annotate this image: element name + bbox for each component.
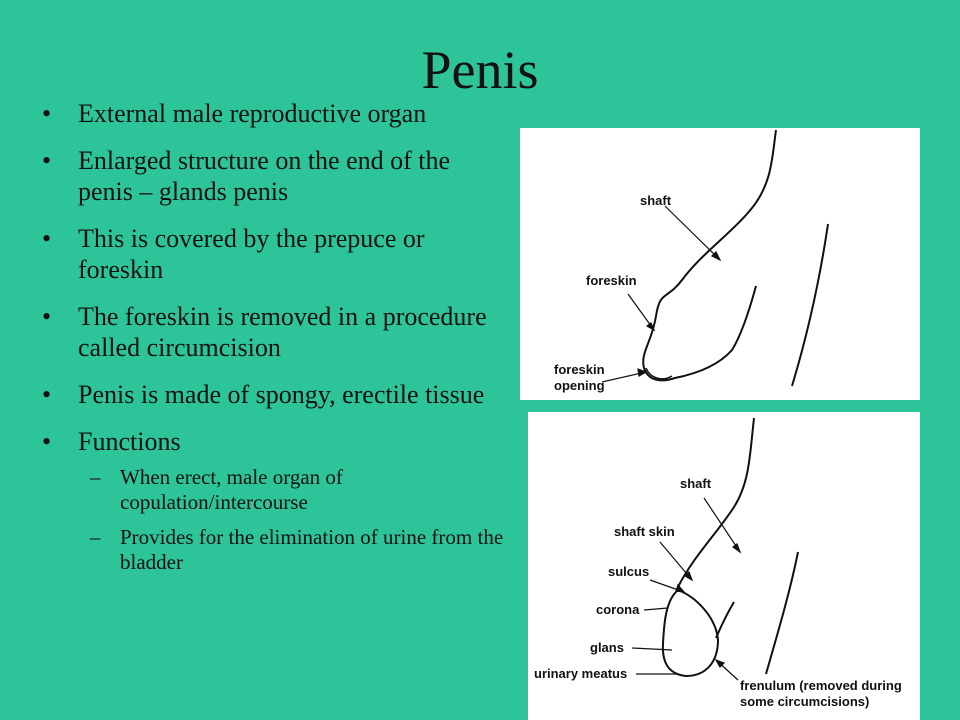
diagram-circumcised-drawing xyxy=(528,412,920,720)
sub-bullet-list xyxy=(78,465,510,575)
label-urinary-meatus: urinary meatus xyxy=(534,666,628,681)
label-corona: corona xyxy=(596,602,640,617)
label-glans: glans xyxy=(590,640,624,655)
bullet-text: Penis is made of spongy, erectile tissue xyxy=(78,380,485,409)
label-foreskin: foreskin xyxy=(586,273,637,288)
bullet-item xyxy=(40,426,510,575)
bullet-dot-icon: • xyxy=(42,380,52,409)
label-frenulum-line1: frenulum (removed during xyxy=(740,678,902,693)
diagram-circumcised xyxy=(528,412,920,720)
bullet-dot-icon: • xyxy=(42,224,52,253)
sub-bullet-text: When erect, male organ of copulation/intercourse xyxy=(120,465,343,514)
bullet-text: This is covered by the prepuce or foreskin xyxy=(78,224,425,284)
bullet-dot-icon: • xyxy=(42,427,52,456)
bullet-text: The foreskin is removed in a procedure called circumcision xyxy=(78,302,487,362)
dash-icon: – xyxy=(90,465,101,489)
bullet-dot-icon: • xyxy=(42,302,52,331)
label-shaft-skin: shaft skin xyxy=(614,524,675,539)
slide-title: Penis xyxy=(421,40,539,100)
bullet-item xyxy=(40,145,510,207)
label-frenulum-line2: some circumcisions) xyxy=(740,694,870,709)
diagram-uncircumcised xyxy=(520,128,920,400)
label-foreskin-opening-line1: foreskin xyxy=(554,362,605,377)
bullet-list xyxy=(40,98,510,591)
label-sulcus: sulcus xyxy=(608,564,650,579)
sub-bullet-text: Provides for the elimination of urine from the bladder xyxy=(120,525,504,574)
dash-icon: – xyxy=(90,525,101,549)
bullet-dot-icon: • xyxy=(42,146,52,175)
bullet-text: Enlarged structure on the end of the penis – glands penis xyxy=(78,146,451,206)
label-shaft: shaft xyxy=(680,476,712,491)
label-shaft: shaft xyxy=(640,193,672,208)
label-foreskin-opening-line2: opening xyxy=(554,378,605,393)
bullet-text: External male reproductive organ xyxy=(78,99,427,128)
bullet-item xyxy=(40,223,510,285)
bullet-dot-icon: • xyxy=(42,99,52,128)
bullet-text: Functions xyxy=(78,427,181,456)
diagram-uncircumcised-drawing xyxy=(520,128,920,400)
sub-bullet-item xyxy=(78,465,510,515)
bullet-item xyxy=(40,301,510,363)
bullet-item xyxy=(40,379,510,410)
sub-bullet-item xyxy=(78,525,510,575)
bullet-item xyxy=(40,98,510,129)
